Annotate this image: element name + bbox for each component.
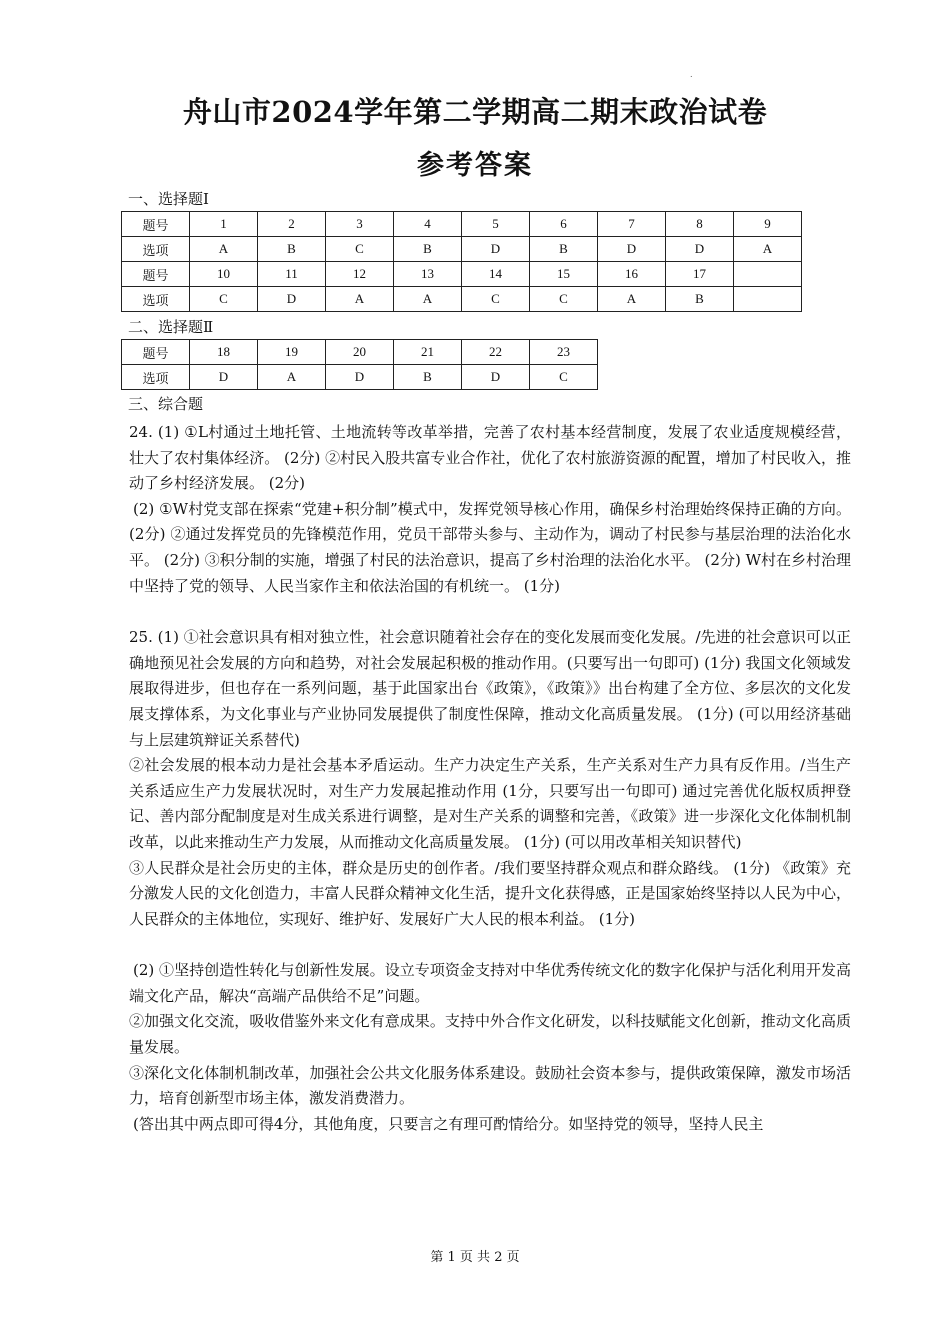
section1-row-label: 选项	[122, 287, 190, 312]
para-25-2-b: ②加强文化交流，吸收借鉴外来文化有意成果。支持中外合作文化研发，以科技赋能文化创新，推动文化高质量发展。	[129, 1012, 851, 1057]
section2-cell: 19	[258, 340, 326, 365]
section1-row-label: 题号	[122, 262, 190, 287]
section2-cell: 20	[326, 340, 394, 365]
section2-cell: A	[258, 365, 326, 390]
section1-cell: 16	[598, 262, 666, 287]
section2-row-label: 题号	[122, 340, 190, 365]
section1-row	[122, 287, 802, 312]
section1-cell: 14	[462, 262, 530, 287]
page-title: 舟山市2024学年第二学期高二期末政治试卷	[182, 95, 768, 129]
section1-cell: D	[598, 237, 666, 262]
section2-cell: C	[530, 365, 598, 390]
section1-heading: 一、选择题Ⅰ	[128, 190, 209, 208]
section2-row-label: 选项	[122, 365, 190, 390]
spacer	[129, 932, 851, 958]
section1-cell: B	[394, 237, 462, 262]
section2-cell: 21	[394, 340, 462, 365]
section2-cell: D	[190, 365, 258, 390]
section1-cell: 12	[326, 262, 394, 287]
section1-cell: 4	[394, 212, 462, 237]
section2-cell: B	[394, 365, 462, 390]
section1-cell: A	[394, 287, 462, 312]
section1-cell: 13	[394, 262, 462, 287]
section1-cell: A	[734, 237, 802, 262]
section2-cell: 22	[462, 340, 530, 365]
answer-body	[129, 420, 851, 1137]
page-footer: 第 1 页 共 2 页	[430, 1250, 520, 1265]
para-24-1: 24. (1) ①L村通过土地托管、土地流转等改革举措，完善了农村基本经营制度，发展了农业适度规模经营，壮大了农村集体经济。 (2分) ②村民入股共富专业合作社，优化了农村旅游资源的配置，增加了村民收入，推动了乡村经济发展。 (2分)	[129, 423, 851, 493]
section1-cell	[734, 262, 802, 287]
section1-cell: A	[326, 287, 394, 312]
answer-table-1	[121, 211, 802, 312]
section1-cell: B	[530, 237, 598, 262]
section1-row	[122, 212, 802, 237]
section1-cell: 1	[190, 212, 258, 237]
para-25-1-c: ③人民群众是社会历史的主体，群众是历史的创作者。/我们要坚持群众观点和群众路线。 (1分) 《政策》充分激发人民的文化创造力，丰富人民群众精神文化生活，提升文化获得感，正是国家始终坚持以人民为中心，人民群众的主体地位，实现好、维护好、发展好广大人民的根本利益。 (1分)	[129, 858, 851, 928]
section1-cell: 5	[462, 212, 530, 237]
section2-row	[122, 365, 598, 390]
page-subtitle: 参考答案	[417, 150, 533, 181]
section1-cell	[734, 287, 802, 312]
section1-cell: B	[258, 237, 326, 262]
section1-cell: 9	[734, 212, 802, 237]
section1-cell: C	[462, 287, 530, 312]
section2-heading: 二、选择题Ⅱ	[128, 318, 214, 336]
section1-cell: 17	[666, 262, 734, 287]
section1-cell: C	[326, 237, 394, 262]
section2-cell: D	[326, 365, 394, 390]
section1-cell: 8	[666, 212, 734, 237]
section1-cell: 6	[530, 212, 598, 237]
section1-cell: C	[530, 287, 598, 312]
section1-row	[122, 262, 802, 287]
para-25-2-a: (2) ①坚持创造性转化与创新性发展。设立专项资金支持对中华优秀传统文化的数字化保护与活化利用开发高端文化产品，解决“高端产品供给不足”问题。	[129, 961, 851, 1005]
section1-cell: 11	[258, 262, 326, 287]
para-25-1-a: 25. (1) ①社会意识具有相对独立性，社会意识随着社会存在的变化发展而变化发展。/先进的社会意识可以正确地预见社会发展的方向和趋势，对社会发展起积极的推动作用。(只要写出一句即可) (1分) 我国文化领域发展取得进步，但也存在一系列问题，基于此国家出台《政策》，《政策》》出台构建了全方位、多层次的文化发展支撑体系，为文化事业与产业协同发展提供了制度性保障，推动文化高质量发展。 (1分) (可以用经济基础与上层建筑辩证关系替代)	[129, 628, 851, 749]
section1-cell: 10	[190, 262, 258, 287]
para-25-2-d: (答出其中两点即可得4分，其他角度，只要言之有理可酌情给分。如坚持党的领导，坚持人民主	[133, 1114, 764, 1133]
section1-row-label: 题号	[122, 212, 190, 237]
section2-cell: 23	[530, 340, 598, 365]
section1-cell: 3	[326, 212, 394, 237]
section1-cell: D	[258, 287, 326, 312]
section1-cell: D	[462, 237, 530, 262]
stray-mark: .	[690, 70, 693, 79]
section1-cell: 15	[530, 262, 598, 287]
para-25-2-c: ③深化文化体制机制改革，加强社会公共文化服务体系建设。鼓励社会资本参与，提供政策保障，激发市场活力，培育创新型市场主体，激发消费潜力。	[129, 1063, 851, 1108]
section1-cell: D	[666, 237, 734, 262]
section1-cell: B	[666, 287, 734, 312]
section1-row-label: 选项	[122, 237, 190, 262]
section2-row	[122, 340, 598, 365]
section3-heading: 三、综合题	[128, 395, 204, 413]
para-25-1-b: ②社会发展的根本动力是社会基本矛盾运动。生产力决定生产关系，生产关系对生产力具有反作用。/当生产关系适应生产力发展状况时，对生产力发展起推动作用 (1分，只要写出一句即可) 通过完善优化版权质押登记、善内部分配制度是对生成关系进行调整，是对生产关系的调整和完善，《政策》进一步深化文化体制机制改革，以此来推动生产力发展，从而推动文化高质量发展。 (1分) (可以用改革相关知识替代)	[129, 756, 851, 851]
para-24-2: (2) ①W村党支部在探索“党建+积分制”模式中，发挥党领导核心作用，确保乡村治理始终保持正确的方向。 (2分) ②通过发挥党员的先锋模范作用，党员干部带头参与、主动作为，调动了村民参与基层治理的法治化水平。 (2分) ③积分制的实施，增强了村民的法治意识，提高了乡村治理的法治化水平。 (2分) W村在乡村治理中坚持了党的领导、人民当家作主和依法治国的有机统一。 (1分)	[129, 499, 851, 595]
section2-cell: D	[462, 365, 530, 390]
section2-cell: 18	[190, 340, 258, 365]
section1-cell: C	[190, 287, 258, 312]
section1-cell: 7	[598, 212, 666, 237]
section1-cell: A	[190, 237, 258, 262]
section1-row	[122, 237, 802, 262]
spacer	[129, 599, 851, 625]
section1-cell: A	[598, 287, 666, 312]
section1-cell: 2	[258, 212, 326, 237]
answer-table-2	[121, 339, 598, 390]
